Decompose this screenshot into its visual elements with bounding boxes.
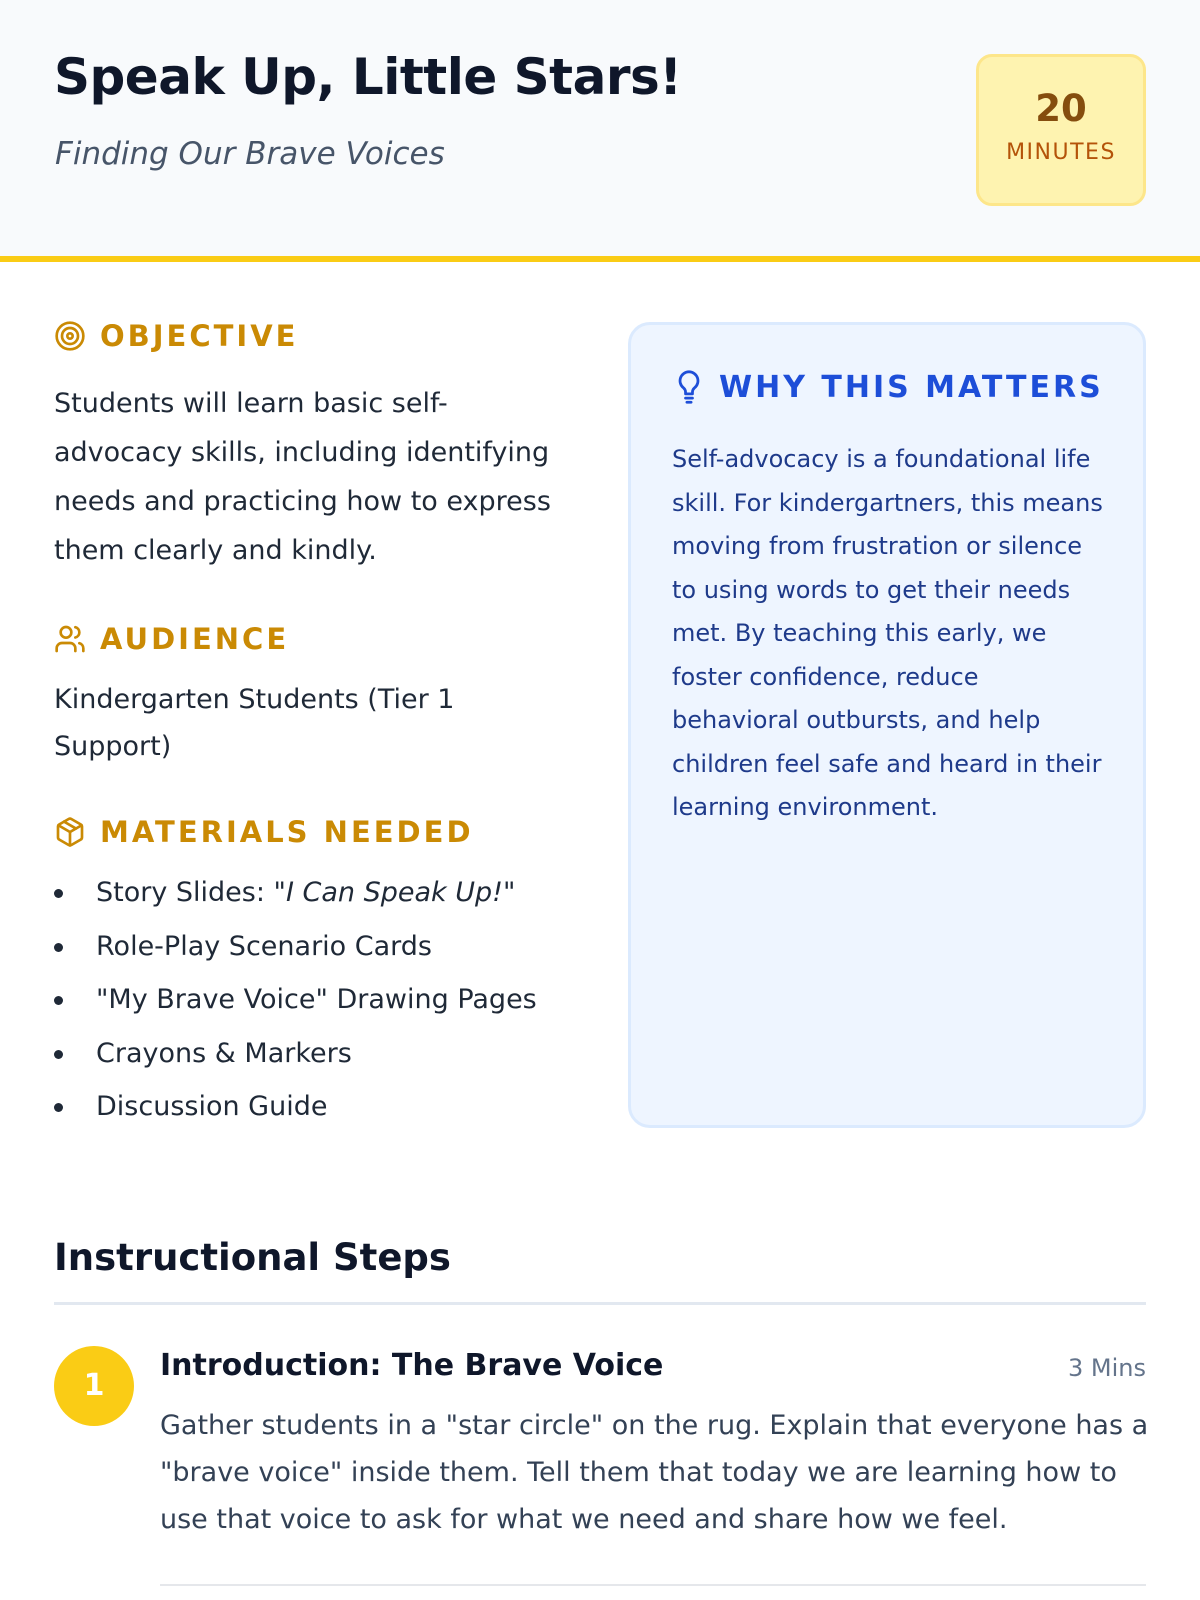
list-item <box>54 920 574 974</box>
list-item <box>54 1080 574 1134</box>
objective-text: Students will learn basic self-advocacy skills, including identifying needs and practicing how to express them clearly and kindly. <box>54 388 551 566</box>
duration-unit: MINUTES <box>1006 140 1116 165</box>
step-title: Introduction: The Brave Voice <box>160 1348 664 1383</box>
steps-section-title: Instructional Steps <box>54 1236 451 1279</box>
divider <box>160 1584 1146 1586</box>
step-description: Gather students in a "star circle" on the rug. Explain that everyone has a "brave voice" inside them. Tell them that today we are learning how to use that voice to ask for what we need and share how we feel. <box>160 1410 1149 1535</box>
divider <box>54 1302 1146 1305</box>
materials-heading <box>54 814 474 850</box>
audience-text: Kindergarten Students (Tier 1 Support) <box>54 684 455 762</box>
materials-list <box>54 866 574 1134</box>
objective-heading-label: OBJECTIVE <box>100 319 299 353</box>
target-icon <box>54 320 86 352</box>
lesson-header <box>0 0 1200 262</box>
why-text: Self-advocacy is a foundational life skill. For kindergartners, this means moving from frustration or silence to using words to get their needs met. By teaching this early, we foster confidence, reduce behavioral outbursts, and help children feel safe and heard in their learning environment. <box>672 445 1103 821</box>
page-title: Speak Up, Little Stars! <box>54 48 682 106</box>
material-label: Role-Play Scenario Cards <box>96 930 432 962</box>
materials-heading-label: MATERIALS NEEDED <box>100 815 474 849</box>
why-heading <box>675 369 1104 405</box>
users-icon <box>54 623 86 655</box>
material-label: Discussion Guide <box>96 1091 328 1122</box>
list-item <box>54 1027 574 1081</box>
duration-badge <box>976 54 1146 206</box>
step-number-badge: 1 <box>54 1346 134 1426</box>
objective-heading <box>54 318 298 354</box>
audience-heading <box>54 621 289 657</box>
step-duration: 3 Mins <box>1068 1354 1146 1382</box>
page-subtitle: Finding Our Brave Voices <box>55 136 445 172</box>
why-heading-label: WHY THIS MATTERS <box>719 369 1104 405</box>
package-icon <box>54 816 86 848</box>
duration-value: 20 <box>1035 87 1087 130</box>
material-label: Story Slides: <box>96 877 274 908</box>
audience-heading-label: AUDIENCE <box>100 622 290 656</box>
material-label: Crayons & Markers <box>96 1037 352 1069</box>
lightbulb-icon <box>675 369 703 405</box>
list-item <box>54 973 574 1027</box>
material-emphasis: "I Can Speak Up!" <box>273 877 516 908</box>
list-item <box>54 866 574 920</box>
why-this-matters-card <box>628 322 1146 1128</box>
material-label: "My Brave Voice" Drawing Pages <box>96 984 537 1015</box>
